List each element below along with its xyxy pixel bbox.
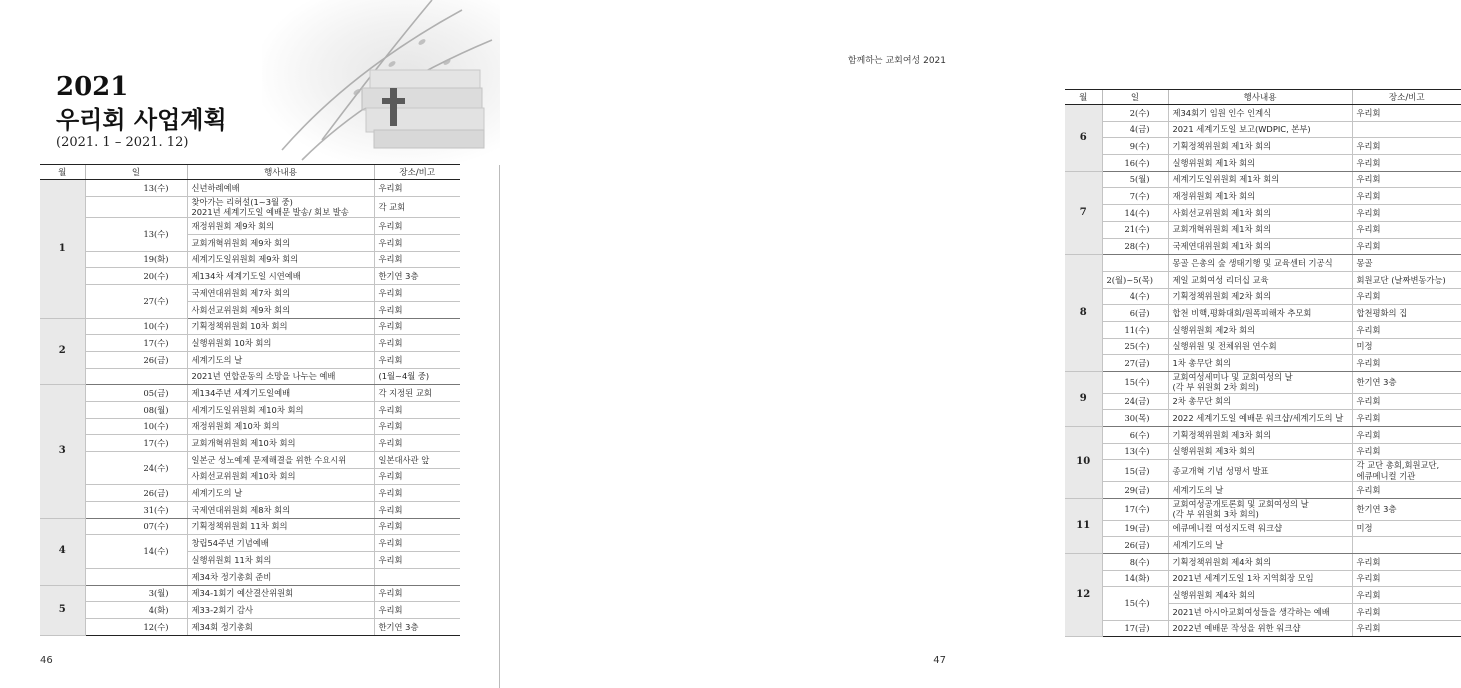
day-cell: 25(수) [1102, 338, 1168, 355]
day-cell: 21(수) [1102, 221, 1168, 238]
day-cell: 28(수) [1102, 238, 1168, 255]
place-cell: 우리회 [374, 468, 460, 485]
event-cell: 기획정책위원회 제4차 회의 [1168, 553, 1352, 570]
month-cell: 12 [1065, 553, 1102, 636]
event-cell: 사회선교위원회 제10차 회의 [187, 468, 374, 485]
table-row [40, 318, 460, 335]
day-cell: 15(금) [1102, 460, 1168, 482]
column-header-event: 행사내용 [187, 165, 374, 180]
place-cell: 우리회 [374, 585, 460, 602]
event-cell: 세계기도의 날 [187, 351, 374, 368]
place-cell: 우리회 [374, 351, 460, 368]
table-row [1065, 305, 1461, 322]
event-cell: 몽골 은총의 숲 생태기행 및 교육센터 기공식 [1168, 255, 1352, 272]
day-cell: 8(수) [1102, 553, 1168, 570]
column-header-day: 일 [1102, 90, 1168, 105]
event-cell: 세계기도의 날 [187, 485, 374, 502]
table-row [40, 518, 460, 535]
month-cell: 2 [40, 318, 85, 385]
event-cell: 실행위원회 11차 회의 [187, 552, 374, 569]
table-row [40, 351, 460, 368]
table-header-row [40, 165, 460, 180]
table-row [1065, 188, 1461, 205]
event-cell: 2021년 세계기도일 1차 지역회장 모임 [1168, 570, 1352, 587]
place-cell: 우리회 [374, 602, 460, 619]
event-cell: 교회여성세미나 및 교회여성의 날 (각 부 위원회 2차 회의) [1168, 372, 1352, 394]
day-cell: 13(수) [85, 180, 187, 197]
event-cell: 기획정책위원회 제1차 회의 [1168, 138, 1352, 155]
place-cell: 우리회 [1352, 188, 1461, 205]
table-row [1065, 553, 1461, 570]
books-cross-illustration [262, 0, 500, 165]
table-row [40, 602, 460, 619]
event-cell: 합천 비핵,평화대회/원폭피해자 추모회 [1168, 305, 1352, 322]
day-cell: 6(수) [1102, 427, 1168, 444]
place-cell: 우리회 [374, 251, 460, 268]
place-cell: 우리회 [1352, 288, 1461, 305]
table-row [1065, 393, 1461, 410]
place-cell: 우리회 [1352, 410, 1461, 427]
table-row [40, 502, 460, 519]
event-cell: 실행위원회 제2차 회의 [1168, 321, 1352, 338]
event-cell: 실행위원 및 전체위원 연수회 [1168, 338, 1352, 355]
table-row [1065, 587, 1461, 604]
day-cell: 6(금) [1102, 305, 1168, 322]
page-title: 우리회 사업계획 [56, 106, 227, 134]
left-page [0, 0, 500, 688]
month-cell: 10 [1065, 427, 1102, 499]
place-cell: 우리회 [1352, 482, 1461, 499]
place-cell: 우리회 [374, 218, 460, 235]
table-row [1065, 620, 1461, 637]
place-cell: 우리회 [1352, 570, 1461, 587]
day-cell: 16(수) [1102, 155, 1168, 172]
place-cell [1352, 121, 1461, 138]
event-cell: 실행위원회 제3차 회의 [1168, 443, 1352, 460]
table-row [1065, 155, 1461, 172]
place-cell: 각 교단 총회,회원교단, 에큐메니컬 기관 [1352, 460, 1461, 482]
place-cell: 우리회 [1352, 205, 1461, 222]
place-cell: 우리회 [374, 318, 460, 335]
place-cell: 우리회 [1352, 238, 1461, 255]
table-row [40, 568, 460, 585]
event-cell: 세계기도의 날 [1168, 482, 1352, 499]
table-row [1065, 271, 1461, 288]
event-cell: 세계기도의 날 [1168, 537, 1352, 554]
table-row [40, 585, 460, 602]
place-cell: 각 지정된 교회 [374, 385, 460, 402]
table-row [40, 418, 460, 435]
place-cell: 우리회 [374, 552, 460, 569]
day-cell [85, 568, 187, 585]
day-cell: 19(금) [1102, 520, 1168, 537]
table-row [40, 401, 460, 418]
place-cell: 우리회 [374, 301, 460, 318]
day-cell: 26(금) [1102, 537, 1168, 554]
page-number-right: 47 [933, 655, 946, 666]
day-cell: 7(수) [1102, 188, 1168, 205]
table-row [1065, 443, 1461, 460]
place-cell [374, 568, 460, 585]
place-cell: 우리회 [1352, 355, 1461, 372]
day-cell [1102, 255, 1168, 272]
column-header-place: 장소/비고 [374, 165, 460, 180]
column-header-day: 일 [85, 165, 187, 180]
event-cell: 에큐메니컬 여성지도력 워크샵 [1168, 520, 1352, 537]
day-cell: 08(월) [85, 401, 187, 418]
month-cell: 1 [40, 180, 85, 319]
schedule-table-left [40, 164, 460, 636]
month-cell: 9 [1065, 372, 1102, 427]
schedule-table-right [1065, 89, 1461, 637]
place-cell: 한기연 3층 [1352, 372, 1461, 394]
day-cell: 12(수) [85, 618, 187, 635]
event-cell: 제134차 세계기도일 시연예배 [187, 268, 374, 285]
place-cell: 우리회 [1352, 427, 1461, 444]
day-cell: 2(수) [1102, 105, 1168, 122]
day-cell: 30(목) [1102, 410, 1168, 427]
table-row [1065, 537, 1461, 554]
event-cell: 교회개혁위원회 제9차 회의 [187, 235, 374, 252]
place-cell: 우리회 [374, 485, 460, 502]
event-cell: 기획정책위원회 제3차 회의 [1168, 427, 1352, 444]
day-cell: 24(금) [1102, 393, 1168, 410]
day-cell: 14(화) [1102, 570, 1168, 587]
event-cell: 1차 총무단 회의 [1168, 355, 1352, 372]
month-cell: 3 [40, 385, 85, 519]
place-cell: 우리회 [374, 518, 460, 535]
place-cell: 우리회 [1352, 321, 1461, 338]
event-cell: 재정위원회 제9차 회의 [187, 218, 374, 235]
place-cell: 우리회 [1352, 553, 1461, 570]
table-row [1065, 255, 1461, 272]
place-cell: 우리회 [1352, 171, 1461, 188]
event-cell: 세계기도일위원회 제9차 회의 [187, 251, 374, 268]
table-row [40, 285, 460, 302]
event-cell: 실행위원회 10차 회의 [187, 335, 374, 352]
place-cell: 회원교단 (날짜변동가능) [1352, 271, 1461, 288]
table-row [1065, 238, 1461, 255]
table-row [1065, 355, 1461, 372]
column-header-month: 월 [40, 165, 85, 180]
day-cell: 15(수) [1102, 372, 1168, 394]
day-cell: 3(월) [85, 585, 187, 602]
table-row [1065, 338, 1461, 355]
table-row [1065, 498, 1461, 520]
page-year: 2021 [56, 72, 129, 102]
table-row [1065, 482, 1461, 499]
month-cell: 5 [40, 585, 85, 635]
day-cell: 17(수) [1102, 498, 1168, 520]
table-row [1065, 105, 1461, 122]
event-cell: 국제연대위원회 제8차 회의 [187, 502, 374, 519]
column-header-place: 장소/비고 [1352, 90, 1461, 105]
place-cell: 우리회 [1352, 105, 1461, 122]
event-cell: 재정위원회 제1차 회의 [1168, 188, 1352, 205]
table-row [40, 268, 460, 285]
place-cell: 한기연 3층 [374, 268, 460, 285]
column-header-month: 월 [1065, 90, 1102, 105]
day-cell: 11(수) [1102, 321, 1168, 338]
table-row [40, 180, 460, 197]
place-cell: 한기연 3층 [1352, 498, 1461, 520]
day-cell: 24(수) [85, 452, 187, 485]
day-cell: 15(수) [1102, 587, 1168, 620]
table-row [40, 485, 460, 502]
table-row [40, 218, 460, 235]
event-cell: 2차 총무단 회의 [1168, 393, 1352, 410]
day-cell: 27(금) [1102, 355, 1168, 372]
event-cell: 기획정책위원회 11차 회의 [187, 518, 374, 535]
table-row [1065, 205, 1461, 222]
table-row [1065, 321, 1461, 338]
event-cell: 기획정책위원회 10차 회의 [187, 318, 374, 335]
place-cell: 일본대사관 앞 [374, 452, 460, 469]
event-cell: 제34차 정기총회 준비 [187, 568, 374, 585]
day-cell: 17(금) [1102, 620, 1168, 637]
event-cell: 2022년 예배문 작성을 위한 워크샵 [1168, 620, 1352, 637]
event-cell: 실행위원회 제4차 회의 [1168, 587, 1352, 604]
day-cell: 20(수) [85, 268, 187, 285]
day-cell: 07(수) [85, 518, 187, 535]
place-cell: 우리회 [374, 435, 460, 452]
event-cell: 2021년 연합운동의 소망을 나누는 예배 [187, 368, 374, 385]
place-cell: 미정 [1352, 338, 1461, 355]
table-row [40, 251, 460, 268]
table-row [1065, 427, 1461, 444]
right-page [500, 0, 1446, 688]
event-cell: 사회선교위원회 제9차 회의 [187, 301, 374, 318]
event-cell: 2021년 아시아교회여성들을 생각하는 예배 [1168, 604, 1352, 621]
month-cell: 6 [1065, 105, 1102, 172]
event-cell: 국제연대위원회 제7차 회의 [187, 285, 374, 302]
place-cell: 우리회 [374, 502, 460, 519]
table-row [40, 535, 460, 552]
place-cell: 한기연 3층 [374, 618, 460, 635]
table-row [1065, 410, 1461, 427]
event-cell: 일본군 성노예제 문제해결을 위한 수요시위 [187, 452, 374, 469]
place-cell: 우리회 [374, 335, 460, 352]
day-cell: 9(수) [1102, 138, 1168, 155]
place-cell: 우리회 [374, 180, 460, 197]
page-number-left: 46 [40, 655, 53, 666]
day-cell: 4(금) [1102, 121, 1168, 138]
day-cell: 13(수) [1102, 443, 1168, 460]
table-row [1065, 372, 1461, 394]
day-cell [85, 196, 187, 218]
place-cell: 우리회 [1352, 604, 1461, 621]
place-cell: 우리회 [374, 235, 460, 252]
day-cell: 14(수) [85, 535, 187, 568]
place-cell: 우리회 [374, 535, 460, 552]
decorative-photo-banner [262, 0, 500, 165]
event-cell: 교회개혁위원회 제1차 회의 [1168, 221, 1352, 238]
table-row [40, 452, 460, 469]
place-cell: (1월~4월 중) [374, 368, 460, 385]
day-cell: 4(수) [1102, 288, 1168, 305]
event-cell: 사회선교위원회 제1차 회의 [1168, 205, 1352, 222]
place-cell: 우리회 [1352, 587, 1461, 604]
event-cell: 제33-2회기 감사 [187, 602, 374, 619]
table-row [40, 435, 460, 452]
place-cell: 합천평화의 집 [1352, 305, 1461, 322]
day-cell: 26(금) [85, 485, 187, 502]
event-cell: 국제연대위원회 제1차 회의 [1168, 238, 1352, 255]
place-cell: 우리회 [1352, 221, 1461, 238]
running-header: 함께하는 교회여성 2021 [847, 56, 946, 66]
place-cell: 우리회 [374, 418, 460, 435]
day-cell: 14(수) [1102, 205, 1168, 222]
table-row [1065, 570, 1461, 587]
place-cell: 우리회 [1352, 155, 1461, 172]
table-row [40, 618, 460, 635]
table-row [40, 335, 460, 352]
place-cell: 우리회 [1352, 620, 1461, 637]
place-cell: 우리회 [374, 401, 460, 418]
day-cell: 13(수) [85, 218, 187, 251]
day-cell: 2(월)~5(목) [1102, 271, 1168, 288]
table-row [40, 385, 460, 402]
event-cell: 교회여성공개토론회 및 교회여성의 날 (각 부 위원회 3차 회의) [1168, 498, 1352, 520]
table-row [1065, 121, 1461, 138]
event-cell: 제34회기 임원 인수 인계식 [1168, 105, 1352, 122]
place-cell: 각 교회 [374, 196, 460, 218]
month-cell: 8 [1065, 255, 1102, 372]
day-cell: 27(수) [85, 285, 187, 318]
event-cell: 신년하례예배 [187, 180, 374, 197]
day-cell: 17(수) [85, 335, 187, 352]
table-row [1065, 460, 1461, 482]
place-cell: 우리회 [1352, 138, 1461, 155]
table-row [1065, 288, 1461, 305]
place-cell: 미정 [1352, 520, 1461, 537]
table-row [1065, 138, 1461, 155]
event-cell: 찾아가는 리허설(1~3월 중) 2021년 세계기도일 예배문 발송/ 회보 발송 [187, 196, 374, 218]
month-cell: 4 [40, 518, 85, 585]
event-cell: 제34회 정기총회 [187, 618, 374, 635]
event-cell: 재정위원회 제10차 회의 [187, 418, 374, 435]
table-header-row [1065, 90, 1461, 105]
event-cell: 2021 세계기도일 보고(WDPIC, 본부) [1168, 121, 1352, 138]
day-cell: 26(금) [85, 351, 187, 368]
event-cell: 실행위원회 제1차 회의 [1168, 155, 1352, 172]
month-cell: 7 [1065, 171, 1102, 254]
column-header-event: 행사내용 [1168, 90, 1352, 105]
day-cell: 4(화) [85, 602, 187, 619]
place-cell: 우리회 [374, 285, 460, 302]
month-cell: 11 [1065, 498, 1102, 553]
day-cell: 5(월) [1102, 171, 1168, 188]
day-cell: 17(수) [85, 435, 187, 452]
table-row [1065, 171, 1461, 188]
day-cell: 19(화) [85, 251, 187, 268]
table-row [40, 196, 460, 218]
event-cell: 기획정책위원회 제2차 회의 [1168, 288, 1352, 305]
place-cell [1352, 537, 1461, 554]
day-cell [85, 368, 187, 385]
place-cell: 우리회 [1352, 393, 1461, 410]
event-cell: 교회개혁위원회 제10차 회의 [187, 435, 374, 452]
day-cell: 31(수) [85, 502, 187, 519]
day-cell: 29(금) [1102, 482, 1168, 499]
event-cell: 2022 세계기도일 예배문 워크샵/세계기도의 날 [1168, 410, 1352, 427]
event-cell: 세계기도일위원회 제1차 회의 [1168, 171, 1352, 188]
place-cell: 우리회 [1352, 443, 1461, 460]
day-cell: 05(금) [85, 385, 187, 402]
day-cell: 10(수) [85, 318, 187, 335]
event-cell: 제134주년 세계기도일예배 [187, 385, 374, 402]
plan-period: (2021. 1 – 2021. 12) [56, 135, 189, 150]
table-row [1065, 520, 1461, 537]
place-cell: 몽골 [1352, 255, 1461, 272]
event-cell: 제34-1회기 예산결산위원회 [187, 585, 374, 602]
table-row [40, 368, 460, 385]
table-row [1065, 221, 1461, 238]
day-cell: 10(수) [85, 418, 187, 435]
event-cell: 제일 교회여성 리더십 교육 [1168, 271, 1352, 288]
event-cell: 세계기도일위원회 제10차 회의 [187, 401, 374, 418]
event-cell: 창립54주년 기념예배 [187, 535, 374, 552]
event-cell: 종교개혁 기념 성명서 발표 [1168, 460, 1352, 482]
